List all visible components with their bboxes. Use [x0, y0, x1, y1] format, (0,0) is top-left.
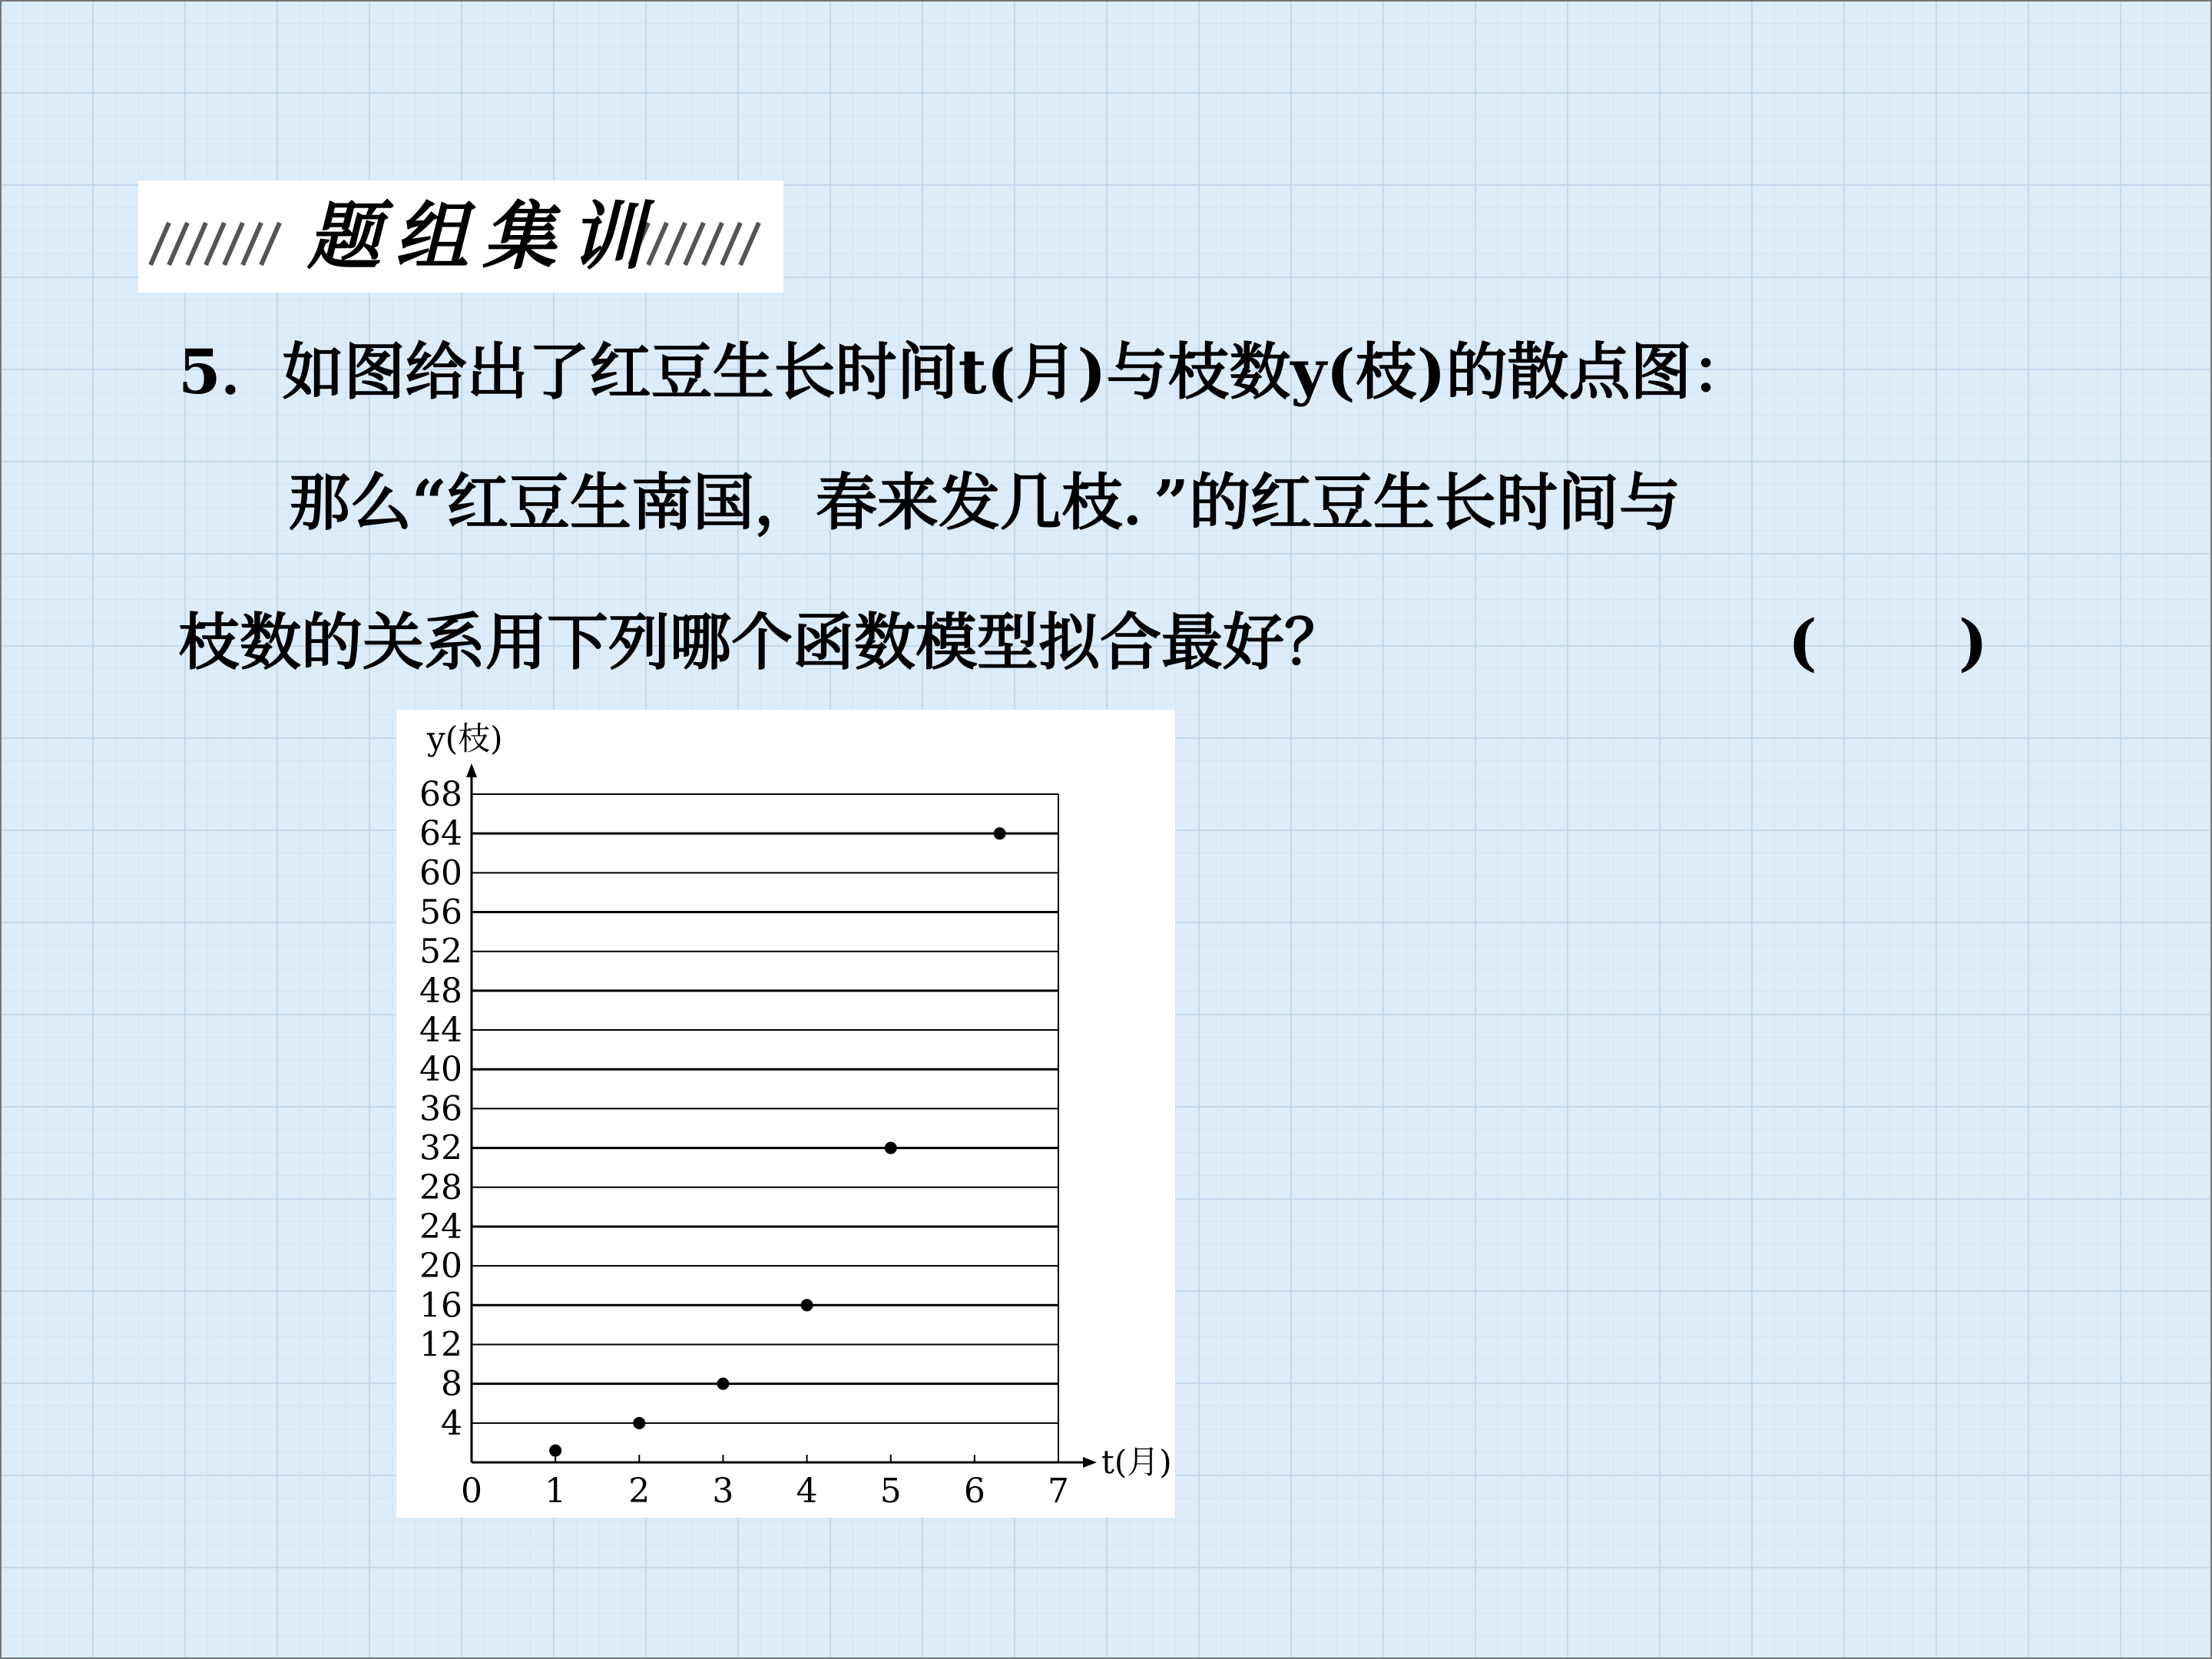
y-tick-label: 8 [441, 1364, 462, 1404]
y-tick-label: 56 [419, 892, 462, 932]
scatter-point [633, 1417, 645, 1429]
answer-paren-close: ) [1959, 606, 1988, 678]
answer-paren-open: ( [1788, 606, 1817, 678]
scatter-chart [396, 710, 1175, 1518]
y-tick-label: 28 [419, 1167, 462, 1207]
y-tick-label: 60 [419, 853, 462, 893]
section-banner [138, 180, 783, 293]
y-axis-label: y(枝) [427, 720, 503, 757]
y-tick-label: 12 [419, 1325, 462, 1365]
y-axis-arrow [466, 763, 477, 777]
y-tick-label: 32 [419, 1128, 462, 1168]
x-axis-label: t(月) [1101, 1443, 1172, 1481]
question-line-1: 5．如图给出了红豆生长时间t(月)与枝数y(枝)的散点图： [178, 336, 1753, 408]
x-tick-label: 3 [712, 1472, 734, 1511]
scatter-point [801, 1299, 813, 1311]
y-tick-label: 16 [419, 1286, 462, 1326]
question-line-2: 那么“红豆生南国，春来发几枝．”的红豆生长时间与 [289, 466, 1681, 538]
y-tick-label: 52 [419, 932, 462, 972]
scatter-point [994, 827, 1006, 839]
banner-title: 题组集训 [307, 193, 657, 280]
y-tick-label: 44 [419, 1011, 462, 1051]
y-tick-label: 36 [419, 1089, 462, 1129]
x-tick-label: 1 [545, 1472, 567, 1511]
scatter-chart-svg [396, 710, 1175, 1518]
question-line-3: 枝数的关系用下列哪个函数模型拟合最好？ [178, 606, 1346, 678]
y-tick-label: 4 [441, 1403, 462, 1443]
x-axis-arrow [1083, 1457, 1097, 1468]
scatter-point [717, 1378, 729, 1390]
x-tick-label: 0 [461, 1472, 482, 1511]
y-tick-label: 20 [419, 1247, 462, 1286]
x-tick-label: 6 [963, 1472, 985, 1511]
y-tick-label: 48 [419, 971, 462, 1011]
y-tick-label: 68 [419, 775, 462, 814]
y-tick-label: 24 [419, 1207, 462, 1247]
x-tick-label: 4 [796, 1472, 818, 1511]
x-tick-label: 2 [628, 1472, 651, 1511]
x-tick-label: 5 [879, 1472, 902, 1511]
y-tick-label: 64 [419, 814, 462, 854]
x-tick-label: 7 [1048, 1472, 1069, 1511]
scatter-point [885, 1142, 897, 1154]
y-tick-label: 40 [419, 1050, 462, 1090]
scatter-point [549, 1445, 561, 1457]
